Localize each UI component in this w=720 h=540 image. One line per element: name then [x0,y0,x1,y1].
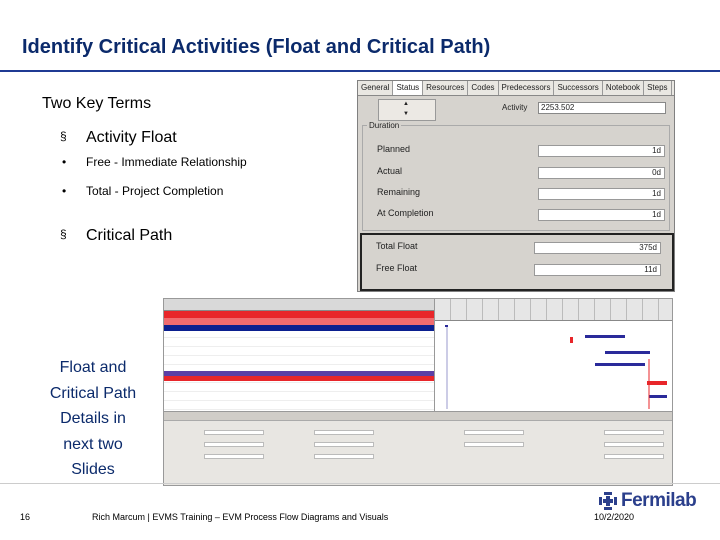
float-highlight-box [360,233,674,291]
float-critical-path-note [38,355,148,483]
gantt-bar[interactable] [585,335,625,338]
detail-field[interactable] [314,442,374,447]
sub-bullet-free: • Free - Immediate Relationship [42,155,342,184]
gantt-bar-chart [434,299,673,411]
footer-text: Rich Marcum | EVMS Training – EVM Process Flow Diagrams and Visuals [92,512,389,522]
tab-successors[interactable]: Successors [554,81,602,95]
detail-field[interactable] [604,454,664,459]
detail-field[interactable] [204,454,264,459]
subpanel-tabs[interactable] [164,412,673,421]
critical-band-row[interactable] [164,311,434,318]
slide-title: Identify Critical Activities (Float and Critical Path) [22,36,491,58]
details-tabs [358,81,674,96]
free-float-label: Free Float [376,263,418,273]
activity-label: Activity [502,103,528,112]
gantt-bars [435,299,673,411]
note-line: Critical Path [49,384,137,402]
selected-activity-row[interactable] [164,325,434,331]
remaining-label: Remaining [377,187,421,197]
nav-arrows[interactable] [378,99,436,121]
free-float-field[interactable]: 11d [534,264,661,276]
detail-field[interactable] [204,442,264,447]
actual-label: Actual [377,166,403,176]
gantt-bar[interactable] [647,381,667,385]
at-completion-field[interactable]: 1d [538,209,665,221]
key-terms-heading: Two Key Terms [42,95,152,112]
detail-field[interactable] [204,430,264,435]
detail-field[interactable] [314,430,374,435]
actual-field[interactable]: 0d [538,167,665,179]
gantt-bar[interactable] [570,337,573,343]
gantt-bar[interactable] [595,363,645,366]
duration-title: Duration [369,121,400,130]
activity-field[interactable]: 2253.502 [538,102,666,114]
total-float-field[interactable]: 375d [534,242,661,254]
tab-status[interactable]: Status [393,81,423,95]
fermilab-logo [598,489,696,513]
tab-steps[interactable]: Steps [644,81,671,95]
planned-label: Planned [377,144,411,154]
tab-predecessors[interactable]: Predecessors [499,81,555,95]
fermilab-logo-icon [598,491,618,511]
critical-band-row[interactable] [164,376,434,381]
activity-details-subpanel [164,411,673,486]
remaining-field[interactable]: 1d [538,188,665,200]
total-float-label: Total Float [376,241,418,251]
note-line: next two [63,435,123,453]
detail-field[interactable] [464,430,524,435]
activity-details-panel [357,80,675,292]
gantt-bar[interactable] [649,395,667,398]
gantt-bar[interactable] [605,351,650,354]
note-line: Slides [71,461,115,478]
bullet-activity-float: § Activity Float [42,129,342,155]
detail-field[interactable] [314,454,374,459]
gantt-bar[interactable] [445,325,448,327]
tab-codes[interactable]: Codes [468,81,498,95]
key-terms-list [42,95,342,253]
sub-bullet-total: • Total - Project Completion [42,184,342,213]
at-completion-label: At Completion [377,208,434,218]
arrow-up-icon[interactable]: ▲ [403,101,409,107]
tab-general[interactable]: General [358,81,393,95]
detail-field[interactable] [604,430,664,435]
footer-date: 10/2/2020 [594,512,635,522]
footer-divider [0,483,720,484]
note-line: Float and [59,359,127,376]
schedule-gantt-view [163,298,673,486]
note-line: Details in [60,410,126,427]
page-number: 16 [20,512,31,522]
title-divider [0,70,720,72]
bullet-critical-path: § Critical Path [42,227,342,253]
tab-resources[interactable]: Resources [423,81,468,95]
planned-field[interactable]: 1d [538,145,665,157]
arrow-down-icon[interactable]: ▼ [403,111,409,117]
logo-text: Fermilab [621,490,697,511]
detail-field[interactable] [604,442,664,447]
tab-notebook[interactable]: Notebook [603,81,644,95]
critical-band-row[interactable] [164,318,434,325]
detail-field[interactable] [464,442,524,447]
gantt-column-header [164,299,434,311]
duration-group [362,121,670,231]
